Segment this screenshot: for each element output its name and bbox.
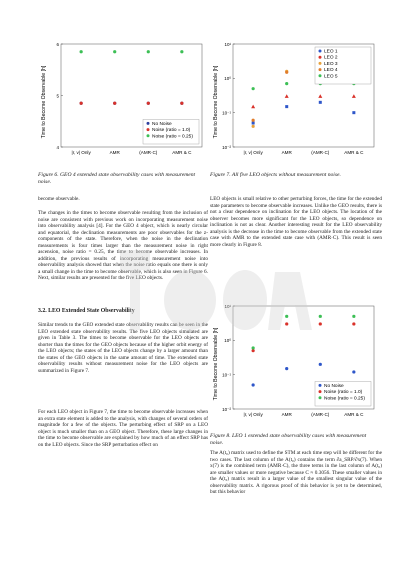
fig7-point-1 — [251, 105, 255, 109]
fig8-point-2 — [352, 315, 355, 318]
fig8-point-1 — [285, 322, 288, 325]
fig6-point-2 — [147, 50, 150, 53]
fig8-point-1 — [352, 322, 355, 325]
fig6-point-1 — [113, 102, 116, 105]
fig6-ytick-label: 4 — [56, 144, 59, 150]
fig7-point-4 — [252, 87, 255, 90]
fig6-point-2 — [113, 50, 116, 53]
left-para-1: The changes in the times to become observable resulting from the inclusion of noise are consistent with previous work on incorporating measurement noise into observability analysis [4]. For the GEO 4 object, which is nearly circular and equatorial, the declination measurements are poor observables for the z-components of the state. Therefore, when the noise in the declination measurements is four times larger than the measurement noise in right ascension, noise ratio = 0.25, the time to become observable increases. In addition, the previous results of incorporating measurement noise into observability analysis showed that when the noise ratio equals one there is only a small change in the time to become observable, which is also seen in Figure 6. Next, similar results are presented for the five LEO objects. — [38, 210, 208, 282]
fig7-point-3 — [252, 119, 255, 122]
figure-7-chart — [210, 38, 382, 166]
fig8-ytick-label: 10⁻² — [222, 406, 231, 412]
fig7-ytick-label: 10⁻¹ — [222, 110, 231, 116]
fig7-point-4 — [285, 82, 288, 85]
fig8-xtick-label: |r, v| Only — [243, 412, 263, 417]
fig7-legend-label: LEO 4 — [324, 68, 338, 74]
fig7-point-0 — [285, 105, 288, 108]
figure-6-caption: Figure 6. GEO 4 extended state observability cases with measurement noise. — [38, 172, 196, 185]
fig8-ylabel: Time to Become Observable [h] — [213, 327, 219, 401]
figure-6-chart — [38, 38, 210, 166]
figure-7-caption: Figure 7. All five LEO objects without measurement noise. — [210, 172, 341, 178]
fig7-point-3 — [285, 71, 288, 74]
fig8-ytick-label: 10¹ — [224, 303, 231, 309]
fig6-legend-label: No Noise — [152, 121, 172, 127]
left-para-2: Similar trends to the GEO extended state observability results can be seen in the LEO extended state observability results. The five LEO objects simulated are given in Table 3. The times to become observable for the LEO objects are shorter than the times for the GEO objects because of the higher orbit energy of the LEO objects; the states of the LEO objects change by a larger amount than the states of the GEO objects in the same amount of time. The extended state observability results without measurement noise for the LEO objects are summarized in Figure 7. — [38, 322, 208, 374]
fig8-ytick-label: 10⁻¹ — [222, 372, 231, 378]
fig8-xtick-label: (AMR·C) — [311, 412, 330, 417]
fig8-point-0 — [352, 370, 355, 373]
fig8-legend-swatch — [319, 390, 322, 393]
fig6-legend-swatch — [147, 134, 150, 137]
fig6-legend-swatch — [147, 128, 150, 131]
fig6-point-1 — [180, 102, 183, 105]
fig6-xtick-label: AMR — [109, 150, 120, 155]
fig7-ylabel: Time to Become Observable [h] — [213, 65, 219, 139]
fig8-point-2 — [252, 346, 255, 349]
fig7-ytick-label: 10¹ — [224, 41, 231, 47]
fig6-ytick-label: 6 — [56, 41, 59, 47]
fig7-xtick-label: AMR & C — [344, 150, 364, 155]
fig8-legend-label: Noise (ratio = 1.0) — [324, 390, 363, 396]
fig7-legend-swatch — [319, 56, 322, 59]
fig7-xtick-label: (AMR·C) — [311, 150, 330, 155]
fig8-point-0 — [252, 383, 255, 386]
fig8-point-1 — [319, 322, 322, 325]
fig7-point-1 — [285, 94, 289, 98]
fig8-point-2 — [319, 315, 322, 318]
fig8-xtick-label: AMR — [281, 412, 292, 417]
fig7-point-0 — [352, 111, 355, 114]
fig7-ytick-label: 10⁻² — [222, 144, 231, 150]
fig6-point-2 — [180, 50, 183, 53]
fig7-legend-label: LEO 3 — [324, 61, 338, 67]
fig8-legend-swatch — [319, 384, 322, 387]
fig8-ytick-label: 10⁰ — [224, 338, 231, 344]
fig7-ytick-label: 10⁰ — [224, 76, 231, 82]
fig6-point-2 — [80, 50, 83, 53]
fig7-xtick-label: |r, v| Only — [243, 150, 263, 155]
figure-8-caption: Figure 8. LEO 1 extended state observability cases with measurement noise. — [210, 433, 367, 446]
fig7-legend-swatch — [319, 62, 322, 65]
fig7-legend-swatch — [319, 74, 322, 77]
fig7-point-2 — [252, 125, 255, 128]
fig6-xtick-label: (AMR·C) — [139, 150, 158, 155]
left-para-3: For each LEO object in Figure 7, the time to become observable increases when an extra state element is added to the analysis, with changes of several orders of magnitude for a few of the objects. The perturbing effect of SRP on a LEO object is much smaller than on a GEO object. Therefore, these large changes in the time to become observable are explained by how much of an effect SRP has on the LEO objects. Since the SRP perturbation effect on — [38, 409, 208, 448]
left-para-0: become observable. — [38, 196, 80, 202]
fig8-point-0 — [319, 363, 322, 366]
fig6-point-1 — [80, 102, 83, 105]
fig8-legend-swatch — [319, 396, 322, 399]
fig6-ytick-label: 5 — [56, 93, 59, 99]
fig6-point-1 — [147, 102, 150, 105]
right-para-1: LEO objects is small relative to other perturbing forces, the time for the extended state parameters to become observable increases. Unlike the GEO results, there is not a clear dependence on inclination for the LEO objects. The location of the observer becomes more significant for the LEO objects, so dependence on inclination is not as clear. Another interesting result for the LEO observability analysis is the decrease in the time to become observable from the extended state case with AMR to the extended state case with (AMR·C). This result is seen more clearly in Figure 8. — [210, 196, 382, 248]
fig8-legend-label: Noise (ratio = 0.25) — [324, 396, 365, 402]
fig6-ylabel: Time to Become Observable [h] — [41, 65, 47, 139]
fig7-xtick-label: AMR — [281, 150, 292, 155]
fig7-point-0 — [252, 122, 255, 125]
fig6-legend-swatch — [147, 122, 150, 125]
fig8-point-0 — [285, 367, 288, 370]
section-heading: 3.2. LEO Extended State Observability — [38, 308, 135, 314]
fig8-xtick-label: AMR & C — [344, 412, 364, 417]
fig7-legend-swatch — [319, 68, 322, 71]
fig7-point-0 — [319, 101, 322, 104]
fig7-point-1 — [352, 94, 356, 98]
right-para-2: The A(t₀) matrix used to define the STM at each time step will be different for the two cases. The last column of the A(t₀) contains the term ∂a_SRP/∂x(7). When x(7) is the combined term (AMR·C), the three terms in the last column of A(t₀) are smaller values or more negative because C ≈ 0.3056. These smaller values in the A(t₀) matrix result in a larger value of the smallest singular value of the observability matrix. A rigorous proof of this behavior is yet to be determined, but this behavior — [210, 450, 383, 496]
fig7-point-1 — [318, 94, 322, 98]
fig7-legend-label: LEO 2 — [324, 55, 338, 61]
figure-8-chart — [210, 300, 382, 428]
fig6-legend-label: Noise (ratio = 1.0) — [152, 128, 191, 134]
fig7-legend-swatch — [319, 50, 322, 53]
fig7-legend-label: LEO 5 — [324, 74, 338, 80]
fig8-point-2 — [285, 315, 288, 318]
fig7-legend-label: LEO 1 — [324, 49, 338, 55]
fig6-xtick-label: AMR & C — [172, 150, 192, 155]
fig6-xtick-label: |r, v| Only — [71, 150, 91, 155]
fig8-legend-label: No Noise — [324, 383, 344, 389]
fig6-legend-label: Noise (ratio = 0.25) — [152, 134, 193, 140]
